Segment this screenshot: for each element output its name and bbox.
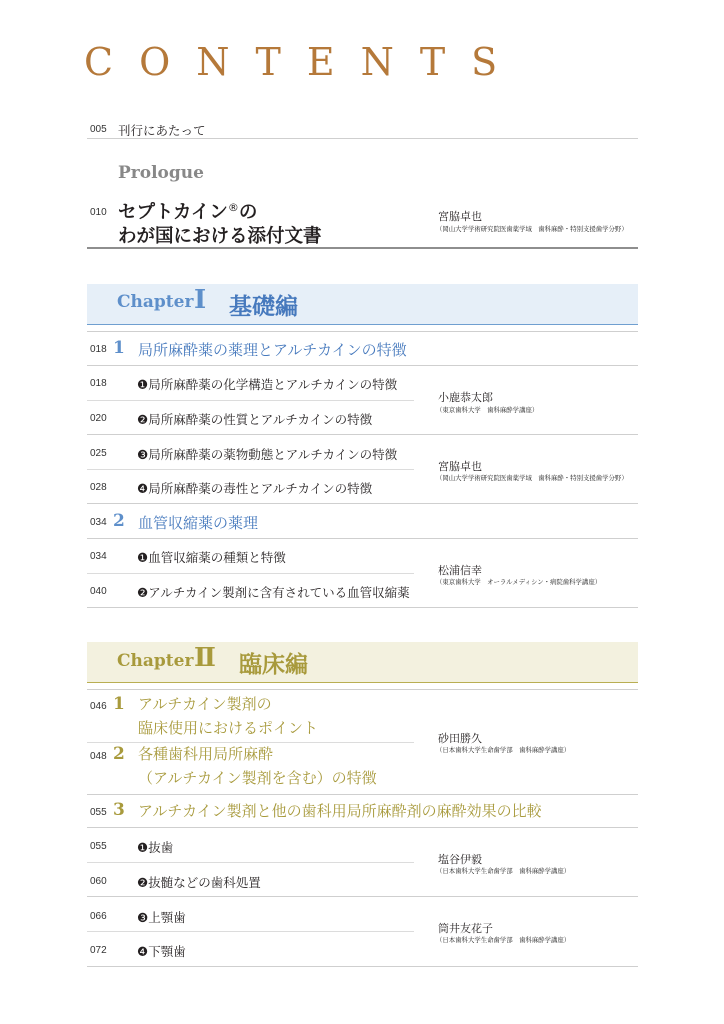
author-name: 宮脇卓也 bbox=[438, 460, 482, 473]
divider bbox=[87, 689, 638, 690]
item-page-number: 040 bbox=[90, 586, 107, 597]
item-title[interactable]: ❷局所麻酔薬の性質とアルチカインの特徴 bbox=[137, 412, 373, 427]
divider bbox=[87, 434, 638, 435]
divider bbox=[87, 365, 638, 366]
divider bbox=[87, 247, 638, 249]
registered-mark: ® bbox=[227, 201, 239, 214]
item-title[interactable]: ❷アルチカイン製剤に含有されている血管収縮薬 bbox=[137, 585, 410, 600]
author-name: 小鹿恭太郎 bbox=[438, 391, 493, 404]
item-title[interactable]: ❶抜歯 bbox=[137, 840, 174, 855]
author-name: 松浦信幸 bbox=[438, 564, 482, 577]
chapter2-title[interactable]: 臨床編 bbox=[239, 652, 308, 678]
author-name: 宮脇卓也 bbox=[438, 210, 482, 223]
section-number: 2 bbox=[113, 744, 125, 764]
author-affiliation: （日本歯科大学生命歯学部 歯科麻酔学講座） bbox=[436, 746, 571, 754]
section-number: 1 bbox=[113, 338, 125, 358]
intro-page-number: 005 bbox=[90, 124, 107, 135]
item-title[interactable]: ❹局所麻酔薬の毒性とアルチカインの特徴 bbox=[137, 481, 373, 496]
item-title[interactable]: ❶局所麻酔薬の化学構造とアルチカインの特徴 bbox=[137, 377, 398, 392]
divider bbox=[87, 794, 638, 795]
section-page-number: 046 bbox=[90, 701, 107, 712]
chapter1-word: Chapter bbox=[117, 292, 194, 312]
divider bbox=[87, 896, 638, 897]
divider bbox=[87, 138, 638, 139]
divider bbox=[87, 469, 414, 470]
item-page-number: 034 bbox=[90, 551, 107, 562]
item-page-number: 018 bbox=[90, 378, 107, 389]
chapter1-numeral: Ⅰ bbox=[194, 285, 207, 315]
chapter2-underline bbox=[87, 682, 638, 683]
item-page-number: 072 bbox=[90, 945, 107, 956]
divider bbox=[87, 503, 638, 504]
section-number: 1 bbox=[113, 694, 125, 714]
prologue-title-line1: セプトカイン bbox=[118, 202, 228, 224]
section-title[interactable]: 血管収縮薬の薬理 bbox=[138, 514, 259, 532]
section-page-number: 048 bbox=[90, 751, 107, 762]
author-name: 筒井友花子 bbox=[438, 922, 493, 935]
prologue-title-line2: わが国における添付文書 bbox=[118, 226, 322, 248]
item-page-number: 055 bbox=[90, 841, 107, 852]
divider bbox=[87, 400, 414, 401]
section-title[interactable] bbox=[138, 692, 318, 740]
section-number: 2 bbox=[113, 511, 125, 531]
divider bbox=[87, 931, 414, 932]
item-page-number: 020 bbox=[90, 413, 107, 424]
section-page-number: 018 bbox=[90, 344, 107, 355]
author-affiliation: （東京歯科大学 歯科麻酔学講座） bbox=[436, 406, 539, 414]
divider bbox=[87, 331, 638, 332]
section-title-line2: （アルチカイン製剤を含む）の特徴 bbox=[138, 769, 377, 787]
item-page-number: 066 bbox=[90, 911, 107, 922]
divider bbox=[87, 827, 638, 828]
item-title[interactable]: ❶血管収縮薬の種類と特徴 bbox=[137, 550, 286, 565]
divider bbox=[87, 862, 414, 863]
divider bbox=[87, 607, 638, 608]
page-title: CONTENTS bbox=[84, 40, 524, 84]
prologue-page-number: 010 bbox=[90, 207, 107, 218]
item-title[interactable]: ❹下顎歯 bbox=[137, 944, 186, 959]
chapter1-title[interactable]: 基礎編 bbox=[229, 294, 298, 320]
author-affiliation: （岡山大学学術研究院医歯薬学域 歯科麻酔・特別支援歯学分野） bbox=[436, 474, 628, 482]
author-name: 塩谷伊毅 bbox=[438, 853, 482, 866]
section-title-line2: 臨床使用におけるポイント bbox=[138, 719, 319, 737]
section-title-line1: アルチカイン製剤の bbox=[138, 695, 272, 713]
section-title[interactable]: アルチカイン製剤と他の歯科用局所麻酔剤の麻酔効果の比較 bbox=[138, 802, 542, 820]
section-title[interactable] bbox=[138, 742, 377, 790]
item-page-number: 025 bbox=[90, 448, 107, 459]
section-number: 3 bbox=[113, 800, 125, 820]
divider bbox=[87, 573, 414, 574]
author-affiliation: （日本歯科大学生命歯学部 歯科麻酔学講座） bbox=[436, 867, 571, 875]
chapter2-numeral: Ⅱ bbox=[194, 643, 216, 673]
intro-title[interactable]: 刊行にあたって bbox=[118, 123, 206, 138]
prologue-title-particle: の bbox=[238, 202, 258, 224]
chapter2-word: Chapter bbox=[117, 651, 194, 671]
divider bbox=[87, 966, 638, 967]
item-title[interactable]: ❸局所麻酔薬の薬物動態とアルチカインの特徴 bbox=[137, 447, 398, 462]
divider bbox=[87, 538, 638, 539]
author-affiliation: （岡山大学学術研究院医歯薬学域 歯科麻酔・特別支援歯学分野） bbox=[436, 225, 628, 233]
author-name: 砂田勝久 bbox=[438, 732, 482, 745]
chapter1-underline bbox=[87, 324, 638, 325]
section-title-line1: 各種歯科用局所麻酔 bbox=[138, 745, 274, 763]
item-title[interactable]: ❸上顎歯 bbox=[137, 910, 186, 925]
section-title[interactable]: 局所麻酔薬の薬理とアルチカインの特徴 bbox=[138, 341, 407, 359]
prologue-title[interactable] bbox=[118, 196, 322, 249]
section-page-number: 055 bbox=[90, 807, 107, 818]
item-title[interactable]: ❷抜髄などの歯科処置 bbox=[137, 875, 261, 890]
item-page-number: 060 bbox=[90, 876, 107, 887]
author-affiliation: （日本歯科大学生命歯学部 歯科麻酔学講座） bbox=[436, 936, 571, 944]
section-page-number: 034 bbox=[90, 517, 107, 528]
item-page-number: 028 bbox=[90, 482, 107, 493]
prologue-label: Prologue bbox=[118, 163, 204, 183]
author-affiliation: （東京歯科大学 オーラルメディシン・病院歯科学講座） bbox=[436, 578, 602, 586]
